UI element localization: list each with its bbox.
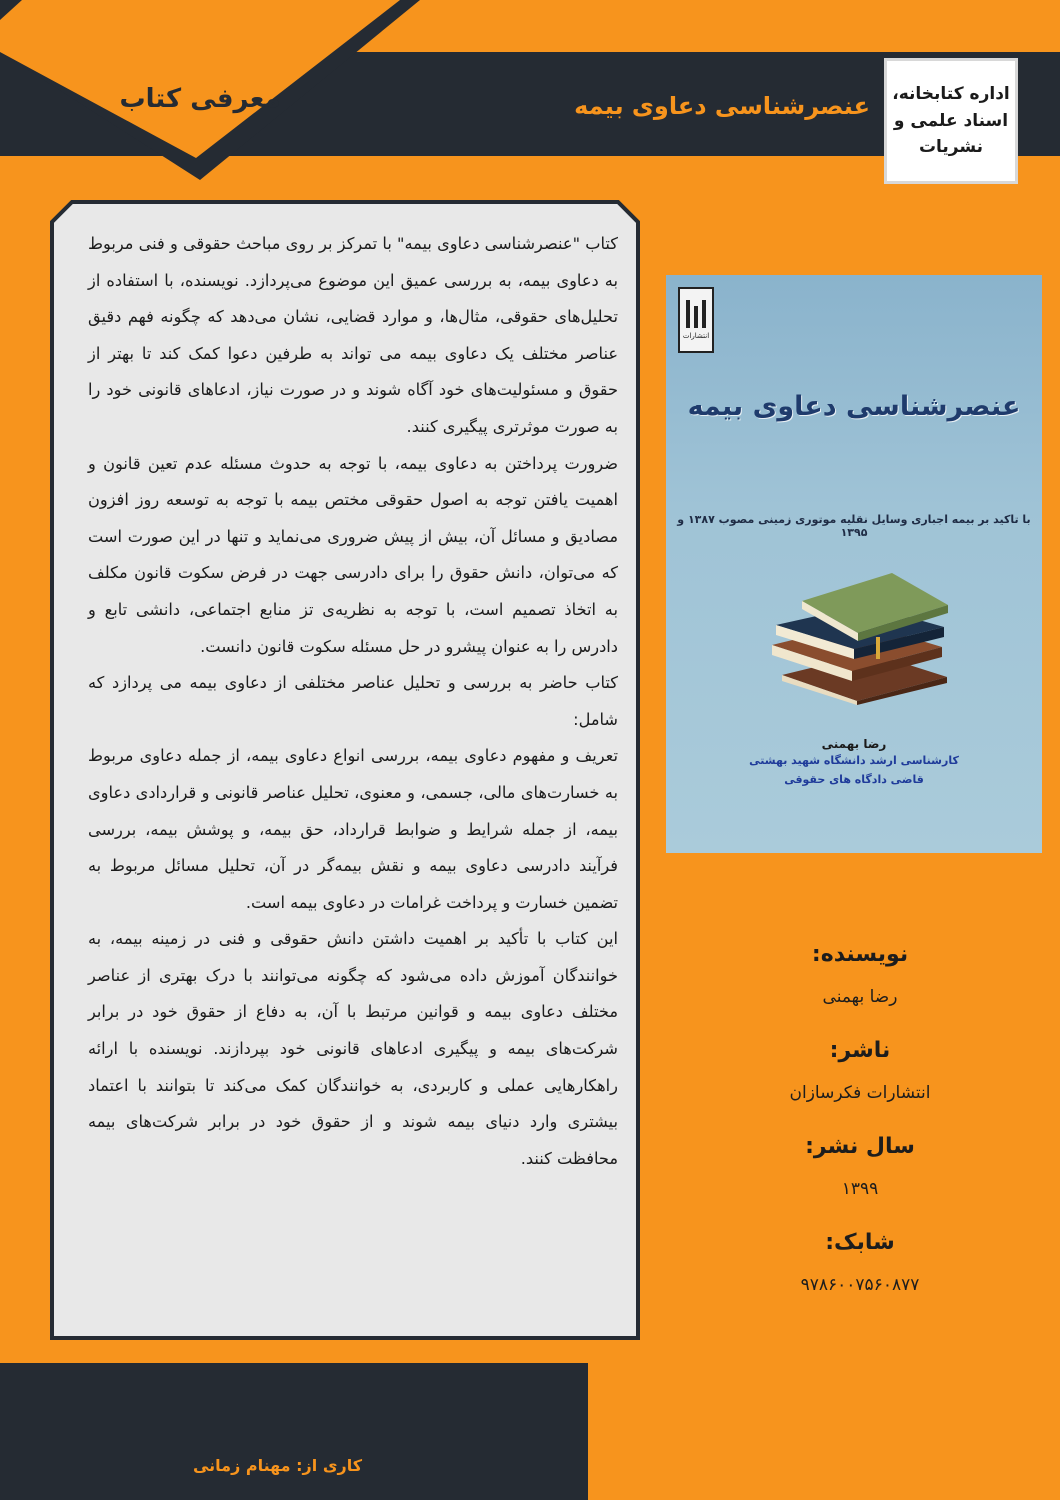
publisher-logo-text: انتشارات (682, 332, 710, 340)
publisher-value: انتشارات فکرسازان (789, 1083, 931, 1103)
publisher-logo-icon (678, 287, 714, 353)
publisher-label: ناشر: (829, 1038, 891, 1063)
organization-line: اداره کتابخانه، (892, 84, 1010, 105)
cover-author-name: رضا بهمنی (821, 737, 887, 751)
year-value: ۱۳۹۹ (841, 1179, 879, 1199)
book-title-heading: عنصرشناسی دعاوی بیمه (574, 92, 870, 120)
cover-title: عنصرشناسی دعاوی بیمه (687, 391, 1021, 422)
book-description (88, 226, 618, 1316)
description-paragraph: این کتاب با تأکید بر اهمیت داشتن دانش حقوقی و فنی در زمینه بیمه، به خوانندگان آموزش داده می‌شود که چگونه می‌توانند با درک بهتری از عناصر مختلف دعاوی بیمه و قوانین مرتبط با آن، به دفاع از حقوق خود در برابر شرکت‌های بیمه و پیگیری ادعاهای قانونی خود بپردازند. نویسنده با ارائه راهکارهایی عملی و کاربردی، به خوانندگان کمک می‌کند تا بتوانند با اعتماد بیشتری وارد دنیای بیمه شوند و از حقوق خود در برابر شرکت‌های بیمه محافظت کنند. (88, 929, 618, 1168)
section-title: معرفی کتاب (119, 84, 281, 114)
year-label: سال نشر: (805, 1134, 915, 1159)
organization-line: نشریات (918, 137, 984, 158)
description-paragraph: ضرورت پرداختن به دعاوی بیمه، با توجه به حدوث مسئله عدم تعین قانون و اهمیت یافتن توجه به اصول حقوقی مختص بیمه با توجه به توسعه روز افزون مصادیق و مسائل آن، بیش از پیش ضروری می‌نماید و تنها در این صورت است که می‌توان، دانش حقوق را برای دادرسی جهت در فرض سکوت قانون مکلف به اتخاذ تصمیم است، با توجه به نظریه‌ی تز منابع اجتماعی، دانشی تابع و دادرس را به عنوان پیشرو در حل مسئله سکوت قانون دانست. (88, 453, 618, 656)
books-stack-icon (762, 565, 962, 705)
footer-credit: کاری از: مهنام زمانی (192, 1456, 362, 1475)
isbn-label: شابک: (825, 1230, 895, 1255)
description-paragraph: تعریف و مفهوم دعاوی بیمه، بررسی انواع دعاوی بیمه، از جمله دعاوی مربوط به خسارت‌های مالی، جسمی، و معنوی، تحلیل عناصر قانونی و قراردادی دعاوی بیمه، از جمله شرایط و ضوابط قرارداد، حق بیمه، و پوشش بیمه، بررسی فرآیند دادرسی دعاوی بیمه و نقش بیمه‌گر در آن، تحلیل مسائل مربوط به تضمین خسارت و پرداخت غرامات در دعاوی بیمه است. (88, 746, 618, 912)
organization-line: اسناد علمی و (893, 110, 1009, 131)
book-cover-image (666, 275, 1042, 853)
cover-author-block (666, 737, 1042, 789)
book-info (760, 938, 960, 1322)
author-label: نویسنده: (811, 942, 909, 967)
cover-author-role: کارشناسی ارشد دانشگاه شهید بهشتی (749, 754, 959, 767)
cover-subtitle: با تاکید بر بیمه اجباری وسایل نقلیه موتوری زمینی مصوب ۱۳۸۷ و ۱۳۹۵ (677, 513, 1031, 539)
description-paragraph: کتاب حاضر به بررسی و تحلیل عناصر مختلفی از دعاوی بیمه می پردازد که شامل: (88, 673, 618, 729)
isbn-value: ۹۷۸۶۰۰۷۵۶۰۸۷۷ (800, 1275, 920, 1295)
description-paragraph: کتاب "عنصرشناسی دعاوی بیمه" با تمرکز بر روی مباحث حقوقی و فنی مربوط به دعاوی بیمه، به بررسی عمیق این موضوع می‌پردازد. نویسنده، با استفاده از تحلیل‌های حقوقی، مثال‌ها، و موارد قضایی، نشان می‌دهد که چگونه فهم دقیق عناصر مختلف یک دعاوی بیمه می تواند به طرفین دعوا کمک کند تا بهتر از حقوق و مسئولیت‌های خود آگاه شوند و در صورت نیاز، ادعاهای قانونی خود را به صورت موثرتری پیگیری کنند. (88, 234, 618, 436)
author-value: رضا بهمنی (822, 987, 898, 1007)
organization-box (884, 58, 1018, 184)
cover-author-role: قاضی دادگاه های حقوقی (784, 773, 924, 786)
footer-bar (0, 1363, 588, 1500)
